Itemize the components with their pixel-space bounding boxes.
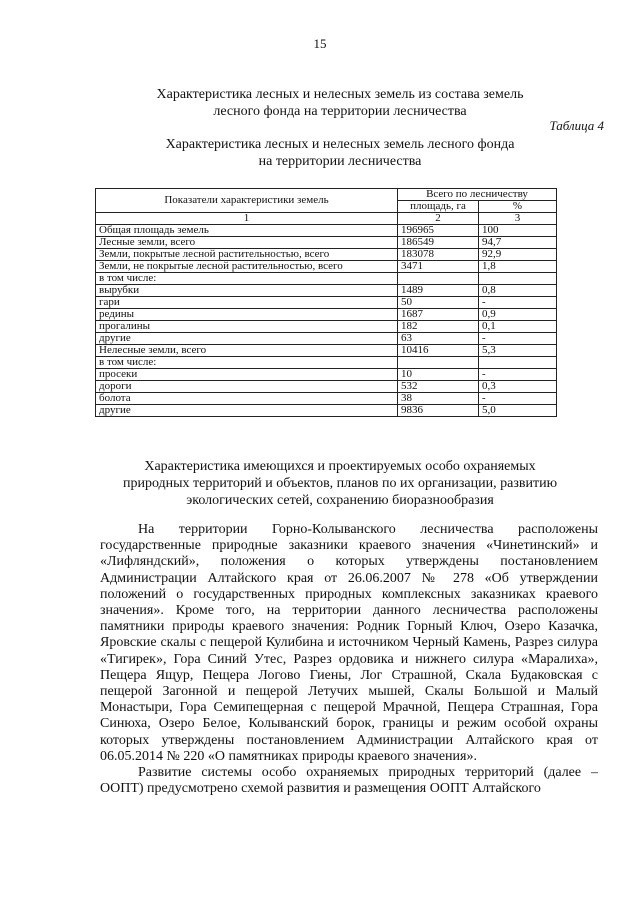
table-row [96,225,557,237]
body-text [100,522,598,797]
row-label-cell: Лесные земли, всего [96,237,398,249]
row-percent-cell: 0,9 [479,309,557,321]
heading-line: экологических сетей, сохранению биоразнообразия [186,493,494,508]
paragraph: На территории Горно-Колыванского лесничества расположены государственные природные заказники краевого значения «Чинетинский» и «Лифляндский», положения о которых утверждены постановлением Администрации Алтайского края от 26.06.2007 № 278 «Об утверждении положений о государственных природных комплексных заказниках краевого значения». Кроме того, на территории данного лесничества расположены памятники природы краевого значения: Родник Горный Ключ, Озеро Казачка, Яровские скалы с пещерой Кулибина и источником Черный Камень, Разрез силура «Тигирек», Гора Синий Утес, Разрез ордовика и нижнего силура «Маралиха», Пещера Ящур, Пещера Логово Гиены, Лог Страшной, Скала Будаковская с пещерой Загонной и пещерой Летучих мышей, Скалы Большой и Малый Монастыри, Гора Семипещерная с пещерой Мрачной, Пещера Страшная, Гора Синюха, Озеро Белое, Колыванский борок, границы и режим особой охраны которых утверждены постановлением Администрации Алтайского края от 06.05.2014 № 220 «О памятниках природы краевого значения». [100,522,598,764]
row-percent-cell: 100 [479,225,557,237]
row-area-cell: 182 [398,321,479,333]
table-row [96,285,557,297]
row-percent-cell [479,273,557,285]
row-area-cell [398,273,479,285]
row-percent-cell: 0,3 [479,381,557,393]
row-percent-cell: - [479,333,557,345]
table-row [96,309,557,321]
row-area-cell: 186549 [398,237,479,249]
row-area-cell: 1489 [398,285,479,297]
row-label-cell: в том числе: [96,357,398,369]
row-label-cell: другие [96,405,398,417]
table-row [96,369,557,381]
column-number: 1 [96,213,398,225]
row-percent-cell: - [479,393,557,405]
row-area-cell: 196965 [398,225,479,237]
table-row [96,381,557,393]
column-number: 3 [479,213,557,225]
row-label-cell: редины [96,309,398,321]
row-area-cell [398,357,479,369]
row-label-cell: вырубки [96,285,398,297]
row-area-cell: 50 [398,297,479,309]
table-label: Таблица 4 [549,118,604,133]
row-area-cell: 3471 [398,261,479,273]
heading-line: на территории лесничества [258,154,422,169]
row-percent-cell [479,357,557,369]
page-number: 15 [313,36,327,51]
row-label-cell: Общая площадь земель [96,225,398,237]
row-label-cell: гари [96,297,398,309]
row-label-cell: в том числе: [96,273,398,285]
header-total: Всего по лесничеству [398,189,557,201]
heading-line: Характеристика лесных и нелесных земель из состава земель [156,87,524,102]
heading-line: лесного фонда на территории лесничества [213,104,467,119]
row-label-cell: прогалины [96,321,398,333]
row-area-cell: 532 [398,381,479,393]
row-label-cell: другие [96,333,398,345]
table-header-row [96,189,557,201]
row-label-cell: Земли, не покрытые лесной растительностью, всего [96,261,398,273]
table-row [96,321,557,333]
table-row [96,345,557,357]
row-percent-cell: 94,7 [479,237,557,249]
row-label-cell: дороги [96,381,398,393]
column-number: 2 [398,213,479,225]
header-indicator: Показатели характеристики земель [96,189,398,213]
table-row [96,249,557,261]
row-percent-cell: 5,0 [479,405,557,417]
row-area-cell: 9836 [398,405,479,417]
row-label-cell: просеки [96,369,398,381]
row-area-cell: 10 [398,369,479,381]
row-area-cell: 183078 [398,249,479,261]
table-row [96,237,557,249]
heading-line: природных территорий и объектов, планов по их организации, развитию [122,476,558,491]
header-percent: % [479,201,557,213]
row-area-cell: 10416 [398,345,479,357]
table-row [96,357,557,369]
header-area: площадь, га [398,201,479,213]
table-row [96,297,557,309]
row-percent-cell: - [479,369,557,381]
table-row [96,261,557,273]
row-percent-cell: 1,8 [479,261,557,273]
section-heading-protected-areas [60,458,620,509]
paragraph: Развитие системы особо охраняемых природных территорий (далее – ООПТ) предусмотрено схемой развития и размещения ООПТ Алтайского [100,765,598,797]
table-row [96,273,557,285]
heading-line: Характеристика имеющихся и проектируемых особо охраняемых [144,459,536,474]
row-area-cell: 63 [398,333,479,345]
row-label-cell: Нелесные земли, всего [96,345,398,357]
table-row [96,393,557,405]
row-percent-cell: 5,3 [479,345,557,357]
row-label-cell: болота [96,393,398,405]
row-percent-cell: - [479,297,557,309]
table-column-numbers-row [96,213,557,225]
land-characteristics-table [95,188,557,417]
section-heading-lands [60,86,620,120]
row-percent-cell: 0,8 [479,285,557,297]
row-percent-cell: 92,9 [479,249,557,261]
heading-line: Характеристика лесных и нелесных земель лесного фонда [165,137,515,152]
row-area-cell: 1687 [398,309,479,321]
row-percent-cell: 0,1 [479,321,557,333]
row-label-cell: Земли, покрытые лесной растительностью, всего [96,249,398,261]
table-row [96,405,557,417]
table-row [96,333,557,345]
row-area-cell: 38 [398,393,479,405]
table-title [60,136,620,170]
